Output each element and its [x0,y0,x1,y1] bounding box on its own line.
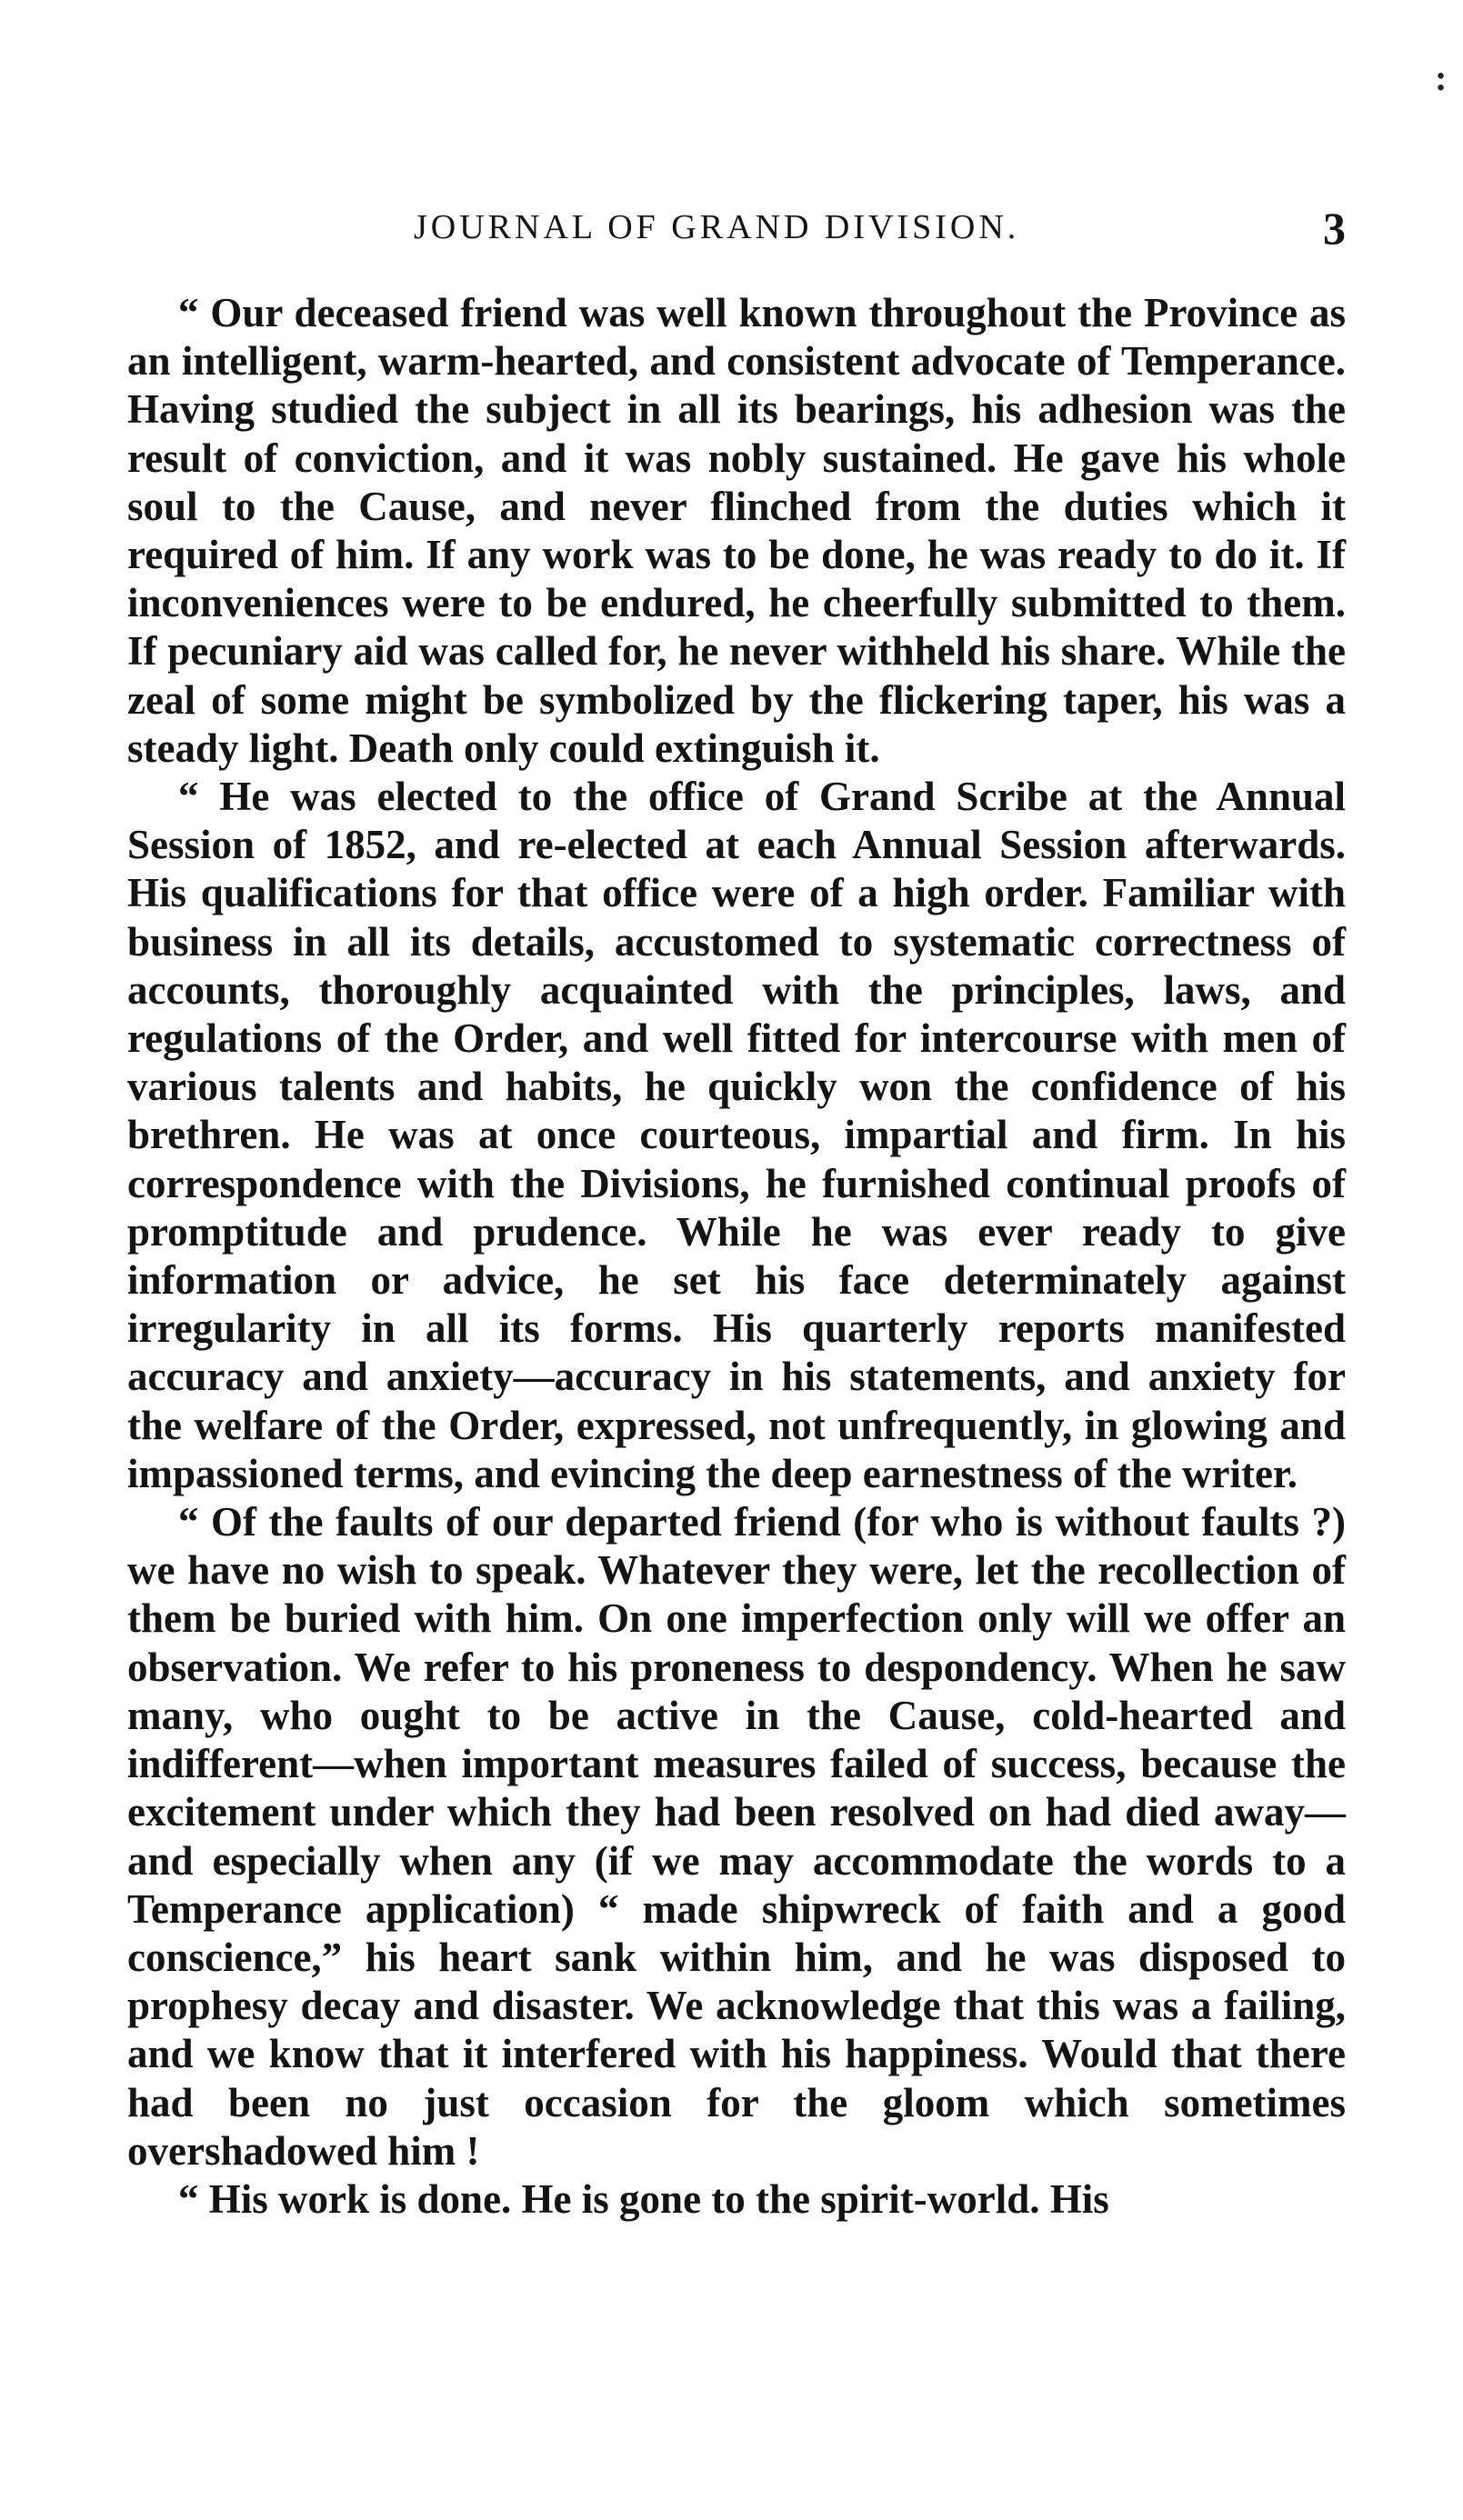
running-title: JOURNAL OF GRAND DIVISION. [414,208,1020,246]
paragraph-deceased-friend: “ Our deceased friend was well known throughout the Province as an intelligent, warm-hearted, and consistent advocate of Temperance. Having studied the subject in all its bearings, his adhesion was the result of conviction, and it was nobly sustained. He gave his whole soul to the Cause, and never flinched from the duties which it required of him. If any work was to be done, he was ready to do it. If inconveniences were to be endured, he cheerfully submitted to them. If pecuniary aid was called for, he never withheld his share. While the zeal of some might be symbolized by the flickering taper, his was a steady light. Death only could extinguish it. [127,290,1346,771]
paragraph-faults: “ Of the faults of our departed friend (for who is without faults ?) we have no wish to speak. Whatever they were, let the recollection of them be buried with him. On one imperfection only will we offer an observation. We refer to his proneness to despondency. When he saw many, who ought to be active in the Cause, cold-hearted and indifferent—when important measures failed of success, because the excitement under which they had been resolved on had died away—and especially when any (if we may accommodate the words to a Temperance application) “ made shipwreck of faith and a good conscience,” his heart sank within him, and he was disposed to prophesy decay and disaster. We acknowledge that this was a failing, and we know that it interfered with his happiness. Would that there had been no just occasion for the gloom which sometimes overshadowed him ! [127,1499,1346,2174]
running-header [127,203,1346,262]
page-number: 3 [1323,203,1346,254]
margin-mark: : [1435,57,1448,98]
paragraph-grand-scribe: “ He was elected to the office of Grand Scribe at the Annual Session of 1852, and re-elected at each Annual Session afterwards. His qualifications for that office were of a high order. Familiar with business in all its details, accustomed to systematic correctness of accounts, thoroughly acquainted with the principles, laws, and regulations of the Order, and well fitted for intercourse with men of various talents and habits, he quickly won the confidence of his brethren. He was at once courteous, impartial and firm. In his correspondence with the Divisions, he furnished continual proofs of promptitude and prudence. While he was ever ready to give information or advice, he set his face determinately against irregularity in all its forms. His quarterly reports manifested accuracy and anxiety—accuracy in his statements, and anxiety for the welfare of the Order, expressed, not unfrequently, in glowing and impassioned terms, and evincing the deep earnestness of the writer. [127,774,1346,1496]
paragraph-work-done: “ His work is done. He is gone to the spirit-world. His [178,2175,1109,2222]
body-text [127,289,1346,2224]
